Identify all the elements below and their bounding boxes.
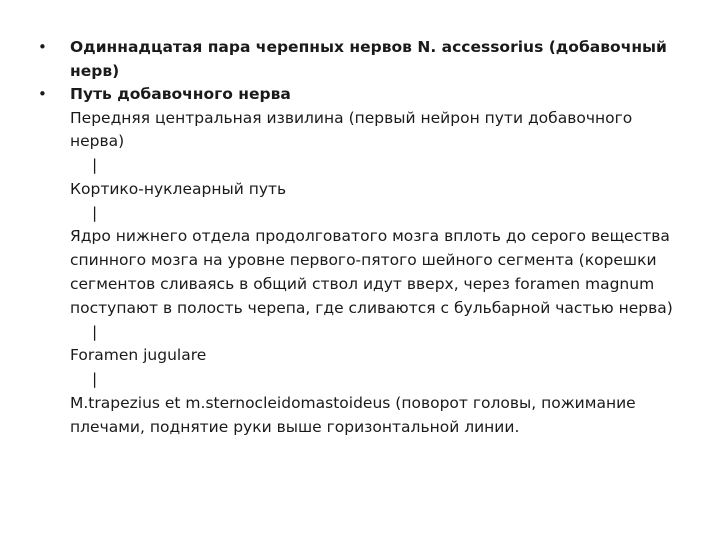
path-connector: | (92, 370, 98, 389)
path-steps (70, 107, 688, 440)
path-step-muscles: M.trapezius et m.sternocleidomastoideus (поворот головы, пожимание плечами, поднятие руки выше горизонтальной линии. (70, 394, 636, 436)
path-step-first-neuron: Передняя центральная извилина (первый нейрон пути добавочного нерва) (70, 108, 633, 151)
path-step-nucleus: Ядро нижнего отдела продолговатого мозга вплоть до серого вещества спинного мозга на уровне первого-пятого шейного сегмента (корешки сегментов сливаясь в общий ствол идут вверх, через foramen magnum поступают в полость черепа, где сливаются с бульбарной частью нерва) (70, 227, 673, 317)
path-step-corticonuclear: Кортико-нуклеарный путь (70, 179, 287, 198)
bullet-list (38, 36, 688, 440)
bullet-item-nerve-title (38, 36, 688, 83)
path-heading: Путь добавочного нерва (70, 85, 291, 103)
path-connector: | (92, 156, 98, 175)
bullet-item-nerve-path (38, 83, 688, 440)
path-connector: | (92, 203, 98, 222)
bullet-marker: • (38, 38, 47, 56)
path-step-foramen-jugulare: Foramen jugulare (70, 346, 207, 365)
bullet-marker: • (38, 85, 47, 103)
nerve-title: Одиннадцатая пара черепных нервов N. accessorius (добавочный нерв) (70, 38, 667, 80)
path-connector: | (92, 322, 98, 341)
